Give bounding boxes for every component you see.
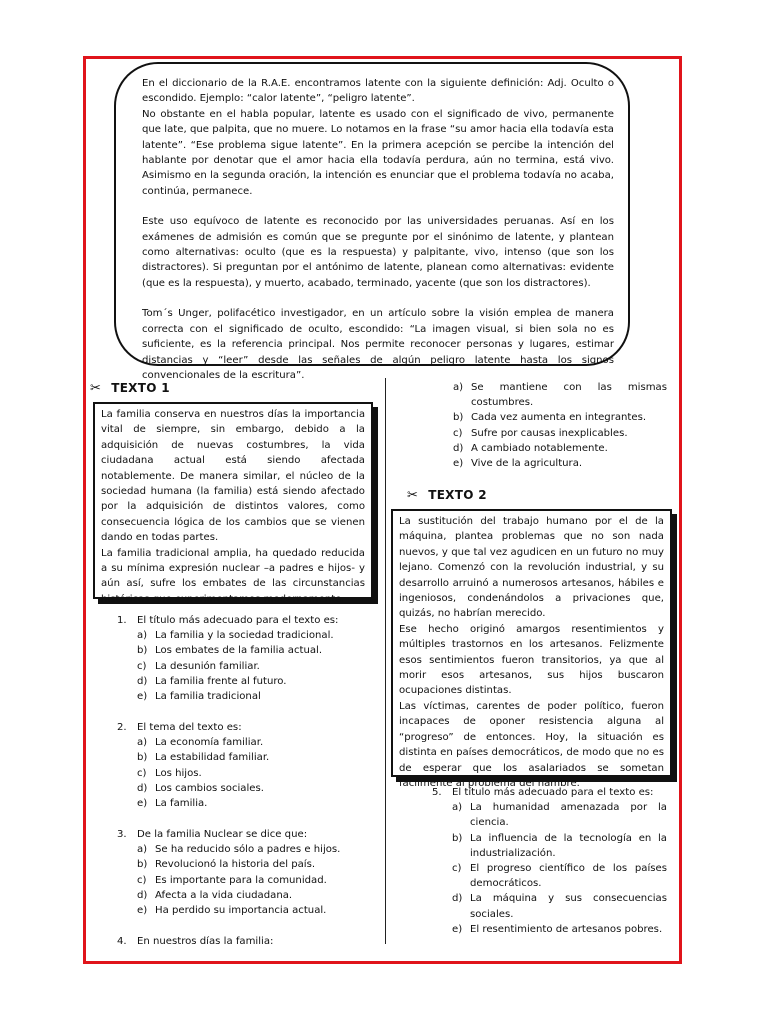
texto2-paragraph: Ese hecho originó amargos resentimientos y múltiples trastornos en los artesanos. Felizmente esos sentimientos fueron transitorios, ya que al morir esos artesanos, sus hijos buscaron ocupaciones distintas. [399, 623, 664, 697]
texto2-heading: ✂ TEXTO 2 [407, 488, 487, 503]
question-4: 4. En nuestros días la familia: [117, 934, 372, 949]
question-1: 1. El título más adecuado para el texto es: a) La familia y la sociedad tradicional. b) Los embates de la familia actual. c) La desunión familiar. d) La familia frente al futuro. e) La familia tradicional [117, 613, 372, 704]
texto1-heading: ✂ TEXTO 1 [90, 381, 170, 396]
option[interactable]: c) Sufre por causas inexplicables. [453, 427, 628, 439]
option[interactable]: c) Los hijos. [137, 767, 202, 779]
option[interactable]: c) Es importante para la comunidad. [137, 874, 327, 886]
question-stem: De la familia Nuclear se dice que: [137, 829, 308, 840]
option[interactable]: a) La economía familiar. [137, 737, 264, 749]
option[interactable]: b) La influencia de la tecnología en la industrialización. [452, 832, 667, 859]
question-2: 2. El tema del texto es: a) La economía familiar. b) La estabilidad familiar. c) Los hijos. d) Los cambios sociales. e) La familia. [117, 720, 372, 811]
option[interactable]: b) Los embates de la familia actual. [137, 645, 323, 657]
option[interactable]: d) La familia frente al futuro. [137, 675, 287, 687]
option[interactable]: e) La familia tradicional [137, 691, 261, 703]
intro-paragraph: No obstante en el habla popular, latente es usado con el significado de vivo, permanente que late, que palpita, que no muere. Lo notamos en la frase “su amor hacia ella todavía esta latente”. “Ese problema sigue latente”. En la primera acepción se percibe la intención del hablante por denotar que el amor hacia ella todavía perdura, aún no termina, está vivo. Asimismo en la segunda oración, la intención es enunciar que el problema todavía no acaba, continúa, permanece. [142, 108, 614, 197]
question-4-options [453, 380, 667, 471]
option[interactable]: c) La desunión familiar. [137, 660, 260, 672]
question-stem: En nuestros días la familia: [137, 936, 274, 947]
option[interactable]: e) El resentimiento de artesanos pobres. [452, 923, 663, 935]
question-stem: El tema del texto es: [137, 722, 242, 733]
texto2-paragraph: Las víctimas, carentes de poder político, fueron incapaces de oponer resistencia alguna al “progreso” de entonces. Hoy, la situación es distinta en países democráticos, de modo que no es de esperar que los asalariados se sometan fácilmente al problema del hambre. [399, 700, 664, 789]
option[interactable]: a) La humanidad amenazada por la ciencia. [452, 802, 667, 829]
question-3: 3. De la familia Nuclear se dice que: a) Se ha reducido sólo a padres e hijos. b) Revolucionó la historia del país. c) Es importante para la comunidad. d) Afecta a la vida ciudadana. e) Ha perdido su importancia actual. [117, 827, 372, 918]
option[interactable]: a) Se ha reducido sólo a padres e hijos. [137, 844, 341, 856]
option[interactable]: b) La estabilidad familiar. [137, 752, 270, 764]
option[interactable]: e) La familia. [137, 798, 208, 810]
texto2-box [391, 509, 672, 789]
option[interactable]: d) Los cambios sociales. [137, 782, 264, 794]
option[interactable]: b) Cada vez aumenta en integrantes. [453, 412, 647, 424]
scissors-icon: ✂ [90, 381, 102, 396]
option[interactable]: e) Ha perdido su importancia actual. [137, 905, 327, 917]
question-5: 5. El título más adecuado para el texto es: a) La humanidad amenazada por la ciencia. b) La influencia de la tecnología en la industrialización. c) El progreso científico de los países democráticos. d) La máquina y sus consecuencias sociales. e) El resentimiento de artesanos pobres. [432, 785, 667, 937]
question-stem: El título más adecuado para el texto es: [452, 787, 654, 798]
option[interactable]: d) La máquina y sus consecuencias sociales. [452, 893, 667, 920]
option[interactable]: e) Vive de la agricultura. [453, 458, 583, 470]
texto1-paragraph: La familia conserva en nuestros días la importancia vital de siempre, sin embargo, debido a la adquisición de nuevas costumbres, la vida ciudadana actual está siendo afectada notablemente. De manera similar, el núcleo de la sociedad humana (la familia) está siendo afectado por la adquisición de distintos valores, como consecuencia lógica de los cambios que se vienen dando en todas partes. [101, 409, 365, 544]
intro-paragraph: Este uso equívoco de latente es reconocido por las universidades peruanas. Así en los exámenes de admisión es común que se pregunte por el sinónimo de latente, y plantean como alternativas: oculto (que es la respuesta) y palpitante, vivo, intenso (que son los distractores). Si preguntan por el antónimo de latente, planean como alternativas: evidente (que es la respuesta), y muerto, acabado, terminado, yacente (que son los distractores). [142, 216, 614, 289]
scissors-icon: ✂ [407, 488, 419, 503]
option[interactable]: d) Afecta a la vida ciudadana. [137, 889, 293, 901]
texto1-box [93, 402, 373, 605]
column-divider [385, 378, 386, 944]
texto1-paragraph: La familia tradicional amplia, ha quedado reducida a su mínima expresión nuclear –a padres e hijos- y aún así, sufre los embates de las circunstancias históricas que experimentamos modernamente. [101, 547, 365, 605]
option[interactable]: c) El progreso científico de los países democráticos. [452, 863, 667, 890]
texto2-paragraph: La sustitución del trabajo humano por el de la máquina, plantea problemas que no son nada nuevos, y que tal vez agudicen en un futuro no muy lejano. Comenzó con la revolución industrial, y su desarrollo arruinó a numerosos artesanos, hábiles e ingeniosos, condenándolos a privaciones que, quizás, no habrían merecido. [399, 516, 664, 620]
option[interactable]: d) A cambiado notablemente. [453, 442, 608, 454]
question-stem: El título más adecuado para el texto es: [137, 615, 339, 626]
option[interactable]: b) Revolucionó la historia del país. [137, 859, 316, 871]
intro-paragraph: Tom´s Unger, polifacético investigador, en un artículo sobre la visión emplea de manera correcta con el significado de oculto, escondido: “La imagen visual, si bien sola no es suficiente, es la referencia principal. Nos permite reconocer personas y lugares, estimar distancias y “leer” desde las señales de algún peligro latente hasta los signos convencionales de la escritura”. [142, 308, 614, 381]
option[interactable]: a) La familia y la sociedad tradicional. [137, 630, 334, 642]
option[interactable]: a) Se mantiene con las mismas costumbres. [453, 382, 667, 409]
intro-rounded-box [114, 62, 630, 381]
intro-paragraph: En el diccionario de la R.A.E. encontramos latente con la siguiente definición: Adj. Oculto o escondido. Ejemplo: “calor latente”, “peligro latente”. [142, 78, 614, 105]
